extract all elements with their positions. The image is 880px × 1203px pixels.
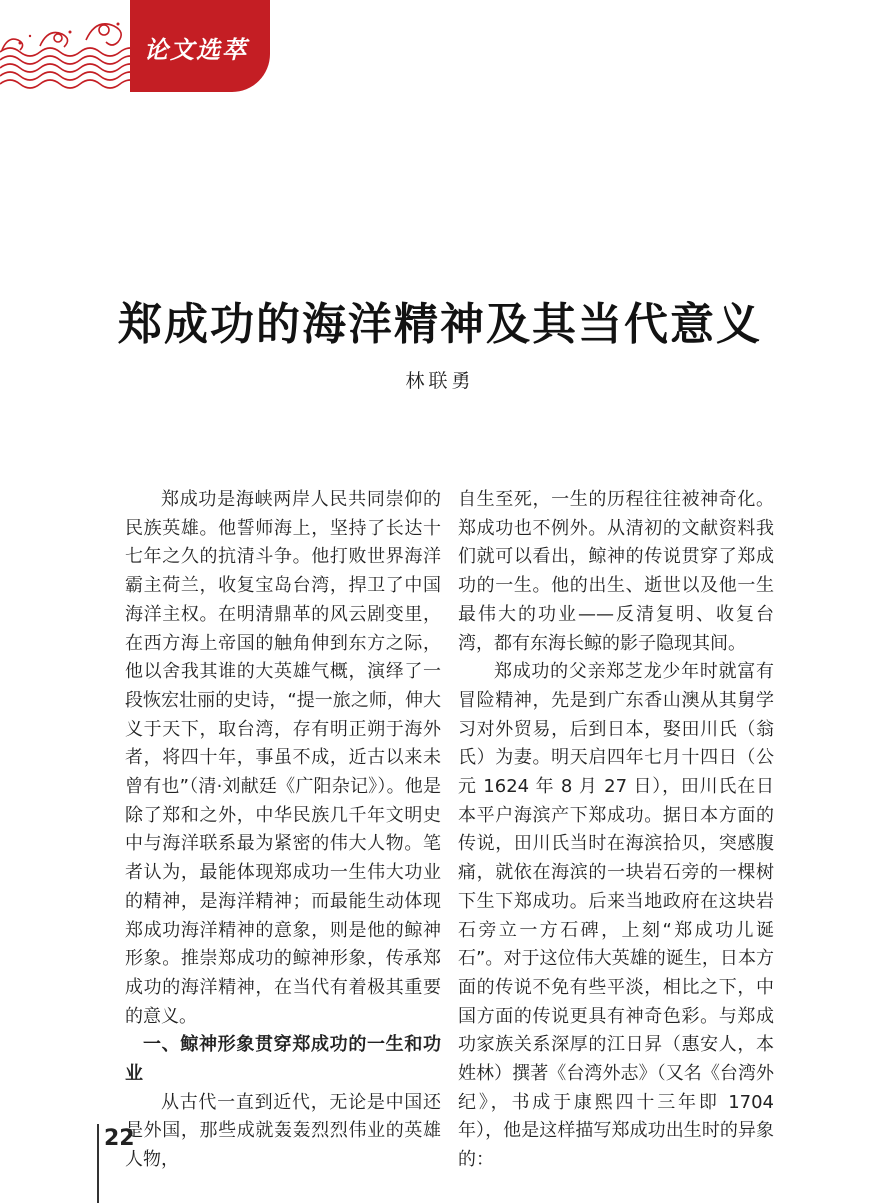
right-column — [458, 486, 774, 1175]
body-paragraph: 自生至死，一生的历程往往被神奇化。郑成功也不例外。从清初的文献资料我们就可以看出，鲸神的传说贯穿了郑成功的一生。他的出生、逝世以及他一生最伟大的功业——反清复明、收复台湾，都有东海长鲸的影子隐现其间。 — [458, 489, 774, 654]
section-label: 论文选萃 — [144, 35, 248, 64]
article-author: 林联勇 — [405, 370, 475, 392]
section-heading: 一、鲸神形象贯穿郑成功的一生和功业 — [125, 1034, 441, 1085]
page-number: 22 — [104, 1126, 135, 1151]
body-paragraph: 郑成功是海峡两岸人民共同崇仰的民族英雄。他誓师海上，坚持了长达十七年之久的抗清斗争。他打败世界海洋霸主荷兰，收复宝岛台湾，捍卫了中国海洋主权。在明清鼎革的风云剧变里，在西方海上帝国的触角伸到东方之际，他以舍我其谁的大英雄气概，演绎了一段恢宏壮丽的史诗，“提一旅之师，伸大义于天下，取台湾，存有明正朔于海外者，将四十年，事虽不成，近古以来未曾有也”（清·刘献廷《广阳杂记》）。他是除了郑和之外，中华民族几千年文明史中与海洋联系最为紧密的伟大人物。笔者认为，最能体现郑成功一生伟大功业的精神，是海洋精神；而最能生动体现郑成功海洋精神的意象，则是他的鲸神形象。推崇郑成功的鲸神形象，传承郑成功的海洋精神，在当代有着极其重要的意义。 — [125, 489, 441, 1027]
section-label-band — [130, 0, 270, 92]
section-header — [0, 0, 270, 92]
wave-pattern-icon — [0, 0, 134, 92]
page-number-rule — [97, 1124, 99, 1203]
left-column — [125, 486, 441, 1175]
body-paragraph: 从古代一直到近代，无论是中国还是外国，那些成就轰轰烈烈伟业的英雄人物， — [125, 1091, 441, 1171]
article-title: 郑成功的海洋精神及其当代意义 — [118, 299, 762, 350]
body-paragraph: 郑成功的父亲郑芝龙少年时就富有冒险精神，先是到广东香山澳从其舅学习对外贸易，后到日本，娶田川氏（翁氏）为妻。明天启四年七月十四日（公元 1624 年 8 月 27 日），田川氏在日本平户海滨产下郑成功。据日本方面的传说，田川氏当时在海滨拾贝，突感腹痛，就依在海滨的一块岩石旁的一棵树下生下郑成功。后来当地政府在这块岩石旁立一方石碑，上刻“郑成功儿诞石”。对于这位伟大英雄的诞生，日本方面的传说不免有些平淡，相比之下，中国方面的传说更具有神奇色彩。与郑成功家族关系深厚的江日昇（惠安人，本姓林）撰著《台湾外志》（又名《台湾外纪》，书成于康熙四十三年即 1704 年），他是这样描写郑成功出生时的异象的： — [458, 661, 774, 1171]
